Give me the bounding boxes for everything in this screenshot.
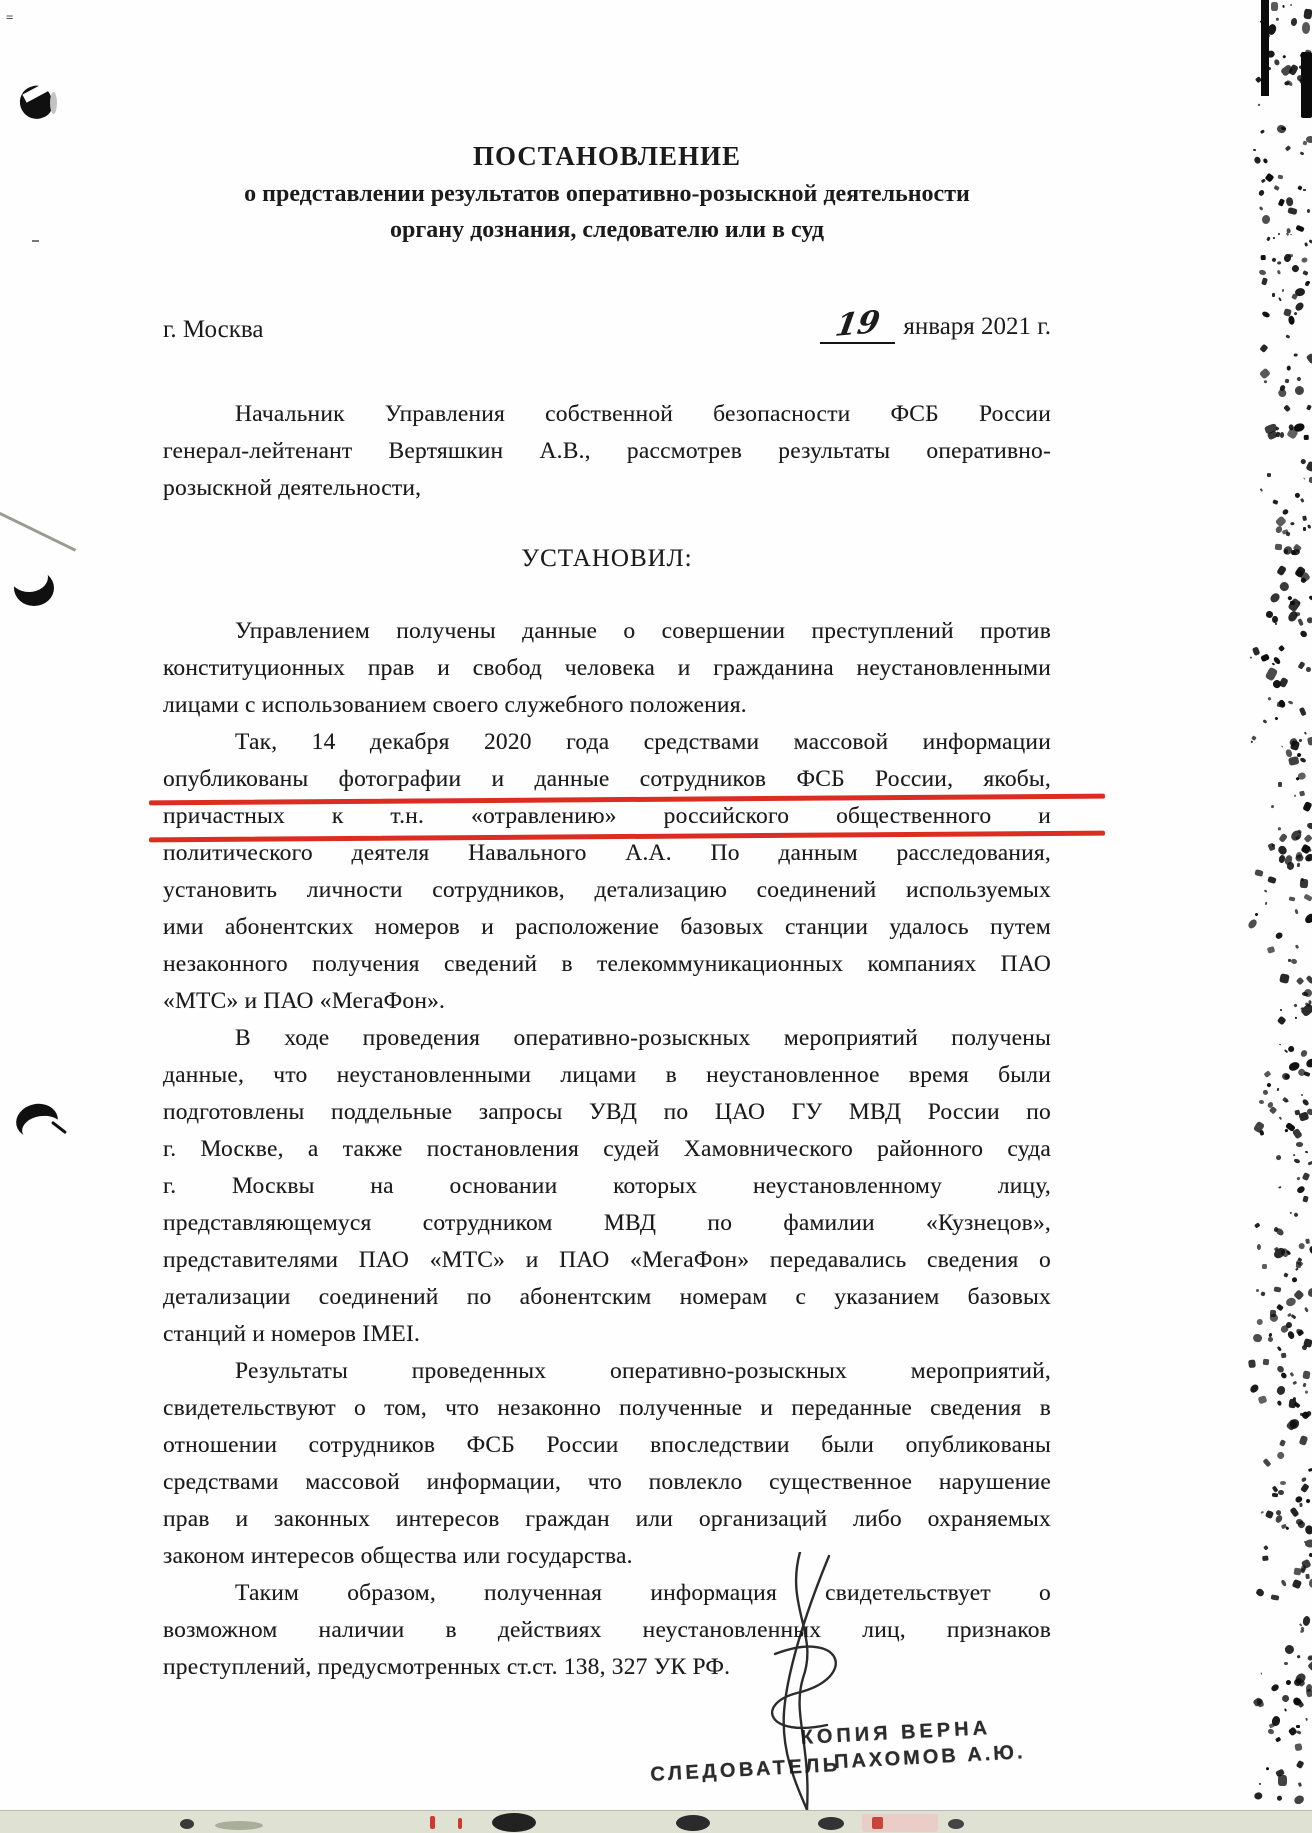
scan-noise-band xyxy=(1237,0,1312,1833)
text-line: отношении сотрудников ФСБ России впоследствии были опубликованы xyxy=(163,1432,1051,1458)
established-heading: УСТАНОВИЛ: xyxy=(521,545,693,572)
page-title: ПОСТАНОВЛЕНИЕ xyxy=(472,141,742,171)
text-line: розыскной деятельности, xyxy=(163,475,422,501)
paragraph xyxy=(163,1353,1051,1575)
paragraph xyxy=(163,1020,1051,1353)
text-line: Результаты проведенных оперативно-розыскных мероприятий, xyxy=(235,1358,1051,1384)
stamp-investigator-label: СЛЕДОВАТЕЛЬ xyxy=(649,1753,842,1786)
bottom-scan-strip xyxy=(0,1810,1312,1833)
text-line: детализации соединений по абонентским номерам с указанием базовых xyxy=(163,1284,1051,1310)
text-line: станций и номеров IMEI. xyxy=(163,1321,421,1347)
document-content xyxy=(163,140,1051,1686)
hole-punch xyxy=(10,562,58,610)
text-line: г. Москве, а также постановления судей Хамовнического районного суда xyxy=(163,1136,1051,1162)
page-subtitle-line2: органу дознания, следователю или в суд xyxy=(390,217,824,243)
pencil-streak xyxy=(0,511,76,551)
text-line: конституционных прав и свобод человека и гражданина неустановленными xyxy=(163,655,1051,681)
page-subtitle-line1: о представлении результатов оперативно-розыскной деятельности xyxy=(244,181,970,207)
stamp-investigator-name: ПАХОМОВ А.Ю. xyxy=(833,1741,1027,1774)
signature-mark xyxy=(745,1552,875,1833)
text-line: возможном наличии в действиях неустановленных лиц, признаков xyxy=(163,1617,1051,1643)
handwritten-day: 19 xyxy=(820,310,895,344)
text-line: средствами массовой информации, что повлекло существенное нарушение xyxy=(163,1469,1051,1495)
dash-scan-mark xyxy=(32,240,39,242)
text-line: Таким образом, полученная информация свидетельствует о xyxy=(235,1580,1051,1606)
text-line: незаконного получения сведений в телекоммуникационных компаниях ПАО xyxy=(163,951,1051,977)
preamble xyxy=(163,396,1051,507)
text-line: политического деятеля Навального А.А. По данным расследования, xyxy=(163,840,1051,866)
scan-edge-bar xyxy=(1261,0,1269,96)
date-rest: января 2021 г. xyxy=(903,313,1051,340)
text-line: г. Москвы на основании которых неустановленному лицу, xyxy=(163,1173,1051,1199)
text-line: лицами с использованием своего служебного положения. xyxy=(163,692,747,718)
text-line: преступлений, предусмотренных ст.ст. 138, 327 УК РФ. xyxy=(163,1654,731,1680)
text-line: законом интересов общества или государства. xyxy=(163,1543,633,1569)
scan-edge-bar xyxy=(1301,52,1312,118)
text-line: В ходе проведения оперативно-розыскных мероприятий получены xyxy=(235,1025,1051,1051)
hole-punch xyxy=(12,1098,68,1150)
text-line: свидетельствуют о том, что незаконно полученные и переданные сведения в xyxy=(163,1395,1051,1421)
text-line: прав и законных интересов граждан или организаций либо охраняемых xyxy=(163,1506,1051,1532)
paragraph xyxy=(163,1575,1051,1686)
corner-scan-mark: = xyxy=(6,10,14,24)
paragraph xyxy=(163,724,1051,1020)
text-line: генерал-лейтенант Вертяшкин А.В., рассмотрев результаты оперативно- xyxy=(163,438,1051,464)
date-value xyxy=(820,304,1051,344)
stamp-copy-valid-label: КОПИЯ ВЕРНА xyxy=(800,1717,992,1749)
text-line: причастных к т.н. «отравлению» российского общественного и xyxy=(163,798,1051,835)
text-line: представителями ПАО «МТС» и ПАО «МегаФон» передавались сведения о xyxy=(163,1247,1051,1273)
hole-punch xyxy=(18,84,58,124)
dateline xyxy=(163,304,1051,344)
text-line: «МТС» и ПАО «МегаФон». xyxy=(163,988,446,1014)
paragraph xyxy=(163,613,1051,724)
text-line: Начальник Управления собственной безопасности ФСБ России xyxy=(235,401,1051,427)
page-subtitle xyxy=(163,176,1051,248)
city-label: г. Москва xyxy=(163,316,264,343)
text-line: данные, что неустановленными лицами в неустановленное время были xyxy=(163,1062,1051,1088)
text-line: опубликованы фотографии и данные сотрудников ФСБ России, якобы, xyxy=(163,761,1051,798)
document-body xyxy=(163,613,1051,1686)
text-line: Управлением получены данные о совершении преступлений против xyxy=(235,618,1051,644)
text-line: представляющемуся сотрудником МВД по фамилии «Кузнецов», xyxy=(163,1210,1051,1236)
text-line: ими абонентских номеров и расположение базовых станции удалось путем xyxy=(163,914,1051,940)
text-line: Так, 14 декабря 2020 года средствами массовой информации xyxy=(235,729,1051,755)
text-line: установить личности сотрудников, детализацию соединений используемых xyxy=(163,877,1051,903)
text-line: подготовлены поддельные запросы УВД по ЦАО ГУ МВД России по xyxy=(163,1099,1051,1125)
